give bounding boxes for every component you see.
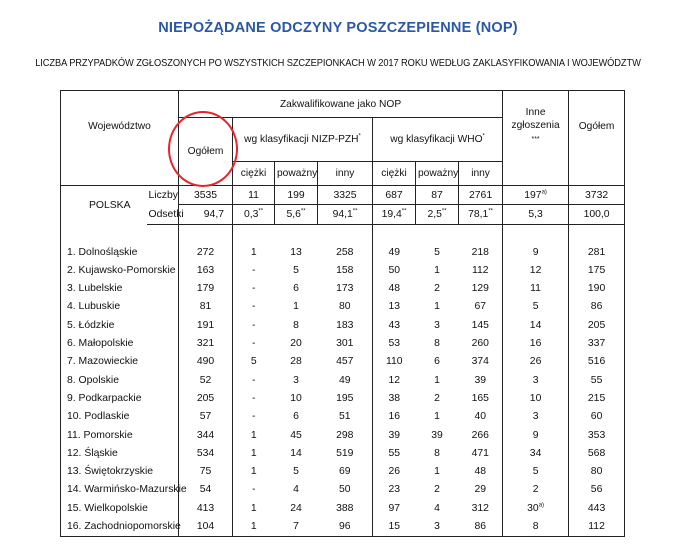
cell-value: 471 — [459, 444, 503, 462]
cell-value: - — [252, 338, 256, 350]
footnote-mark: a) — [538, 502, 545, 509]
cell-value: 281 — [569, 243, 625, 261]
cell-value: 337 — [569, 334, 625, 352]
cell-value: 516 — [569, 353, 625, 371]
table-row — [61, 462, 625, 480]
cell-value: 165 — [459, 389, 503, 407]
v: 19,4 — [381, 208, 402, 220]
cell-value: 39 — [459, 371, 503, 389]
polska-odsetki-nizp-powazny — [275, 205, 318, 224]
region-name: 13. Świętokrzyskie — [61, 462, 179, 480]
header-nizp-ciezki: ciężki — [233, 161, 275, 186]
region-name: 12. Śląskie — [61, 444, 179, 462]
region-name: 7. Mazowieckie — [61, 353, 179, 371]
cell-value: 49 — [318, 371, 373, 389]
header-who-powazny: poważny — [416, 161, 459, 186]
s: ** — [352, 208, 358, 215]
header-who-label: wg klasyfikacji WHO — [390, 133, 483, 145]
cell-value: - — [252, 283, 256, 295]
cell-value: 69 — [318, 462, 373, 480]
cell-value: 50 — [318, 481, 373, 499]
cell-value: 3 — [503, 371, 569, 389]
cell-value: 51 — [318, 408, 373, 426]
cell-value: 173 — [318, 279, 373, 297]
cell-value: 413 — [179, 499, 233, 517]
cell-value: 205 — [569, 316, 625, 334]
cell-value: 353 — [569, 426, 625, 444]
cell-value: 54 — [179, 481, 233, 499]
table-row — [61, 389, 625, 407]
cell-value: 52 — [179, 371, 233, 389]
header-nizp-inny: inny — [318, 161, 373, 186]
cell-value: 16 — [388, 411, 401, 423]
v: 5,6 — [286, 208, 301, 220]
cell-value: 3 — [503, 408, 569, 426]
polska-liczby-who-powazny: 87 — [416, 186, 459, 205]
cell-value: 14 — [503, 316, 569, 334]
cell-value: 75 — [179, 462, 233, 480]
header-who-star: * — [482, 133, 485, 140]
cell-value: 86 — [569, 298, 625, 316]
table-row — [61, 426, 625, 444]
header-zakwalifikowane: Zakwalifikowane jako NOP — [179, 91, 503, 118]
header-empty-2 — [503, 161, 569, 186]
nop-table — [60, 90, 625, 537]
document-title: NIEPOŻĄDANE ODCZYNY POSZCZEPIENNE (NOP) — [158, 20, 518, 36]
cell-value: 1 — [250, 246, 257, 258]
cell-value: 6 — [434, 356, 440, 368]
spacer-cell — [569, 224, 625, 243]
table-row — [61, 334, 625, 352]
polska-odsetki-who-ciezki — [373, 205, 416, 224]
cell-value: - — [252, 392, 256, 404]
cell-value: 112 — [459, 261, 503, 279]
cell-value: 49 — [388, 246, 401, 258]
cell-value: 260 — [459, 334, 503, 352]
cell-value: 190 — [569, 279, 625, 297]
polska-liczby-nizp-ciezki: 11 — [233, 186, 275, 205]
cell-value: 5 — [434, 246, 440, 258]
document-subtitle: LICZBA PRZYPADKÓW ZGŁOSZONYCH PO WSZYSTKICH SZCZEPIONKACH W 2017 ROKU WEDŁUG ZAKLASYFIKOWANIA I WOJEWÓDZTW — [35, 58, 641, 69]
s: ** — [258, 208, 264, 215]
cell-value: 1 — [293, 301, 299, 313]
table-row — [61, 316, 625, 334]
cell-value: 1 — [250, 447, 257, 459]
header-nizp — [233, 118, 373, 162]
s: ** — [441, 208, 447, 215]
cell-value: 490 — [179, 353, 233, 371]
cell-value: 12 — [503, 261, 569, 279]
cell-value: 1 — [250, 429, 257, 441]
cell-value: 258 — [318, 243, 373, 261]
cell-value: 3 — [293, 374, 299, 386]
header-ogolem: Ogółem — [179, 118, 233, 186]
cell-value: - — [252, 484, 256, 496]
cell-value: 11 — [503, 279, 569, 297]
cell-value: 60 — [569, 408, 625, 426]
cell-value: 104 — [179, 517, 233, 536]
cell-value: - — [252, 301, 256, 313]
polska-liczby-ogolem: 3535 — [179, 186, 233, 205]
cell-value: 2 — [503, 481, 569, 499]
region-name: 5. Łódzkie — [61, 316, 179, 334]
cell-value: 443 — [569, 499, 625, 517]
s: ** — [488, 208, 493, 215]
odsetki-label: Odsetki — [147, 205, 179, 224]
cell-value: 50 — [388, 264, 401, 276]
region-name: 15. Wielkopolskie — [61, 499, 179, 517]
cell-value: 1 — [434, 374, 440, 386]
table-row — [61, 517, 625, 536]
polska-label: POLSKA — [61, 186, 147, 225]
cell-value: 163 — [179, 261, 233, 279]
header-who-ciezki: ciężki — [373, 161, 416, 186]
cell-value: 56 — [569, 481, 625, 499]
table-row — [61, 371, 625, 389]
cell-value: 20 — [290, 338, 302, 350]
cell-value: 5 — [250, 356, 257, 368]
header-inne-zgloszenia — [503, 91, 569, 162]
region-name: 11. Pomorskie — [61, 426, 179, 444]
header-wojewodztwo: Województwo — [61, 91, 179, 162]
polska-odsetki-who-inny — [459, 205, 503, 224]
cell-value: 48 — [388, 283, 401, 295]
table-row — [61, 243, 625, 261]
cell-value: 55 — [388, 447, 401, 459]
polska-odsetki-nizp-inny — [318, 205, 373, 224]
table-body — [61, 91, 625, 537]
cell-value: 5 — [503, 462, 569, 480]
cell-value: - — [252, 374, 256, 386]
polska-liczby-nizp-inny: 3325 — [318, 186, 373, 205]
cell-value: 10 — [503, 389, 569, 407]
polska-liczby-who-ciezki: 687 — [373, 186, 416, 205]
cell-value: 13 — [388, 301, 401, 313]
cell-value: 215 — [569, 389, 625, 407]
cell-value: 2 — [434, 392, 440, 404]
cell-value: 2 — [434, 484, 440, 496]
cell-value: 12 — [388, 374, 401, 386]
cell-value: 97 — [388, 502, 401, 514]
region-name: 10. Podlaskie — [61, 408, 179, 426]
cell-value: - — [252, 264, 256, 276]
table-row — [61, 261, 625, 279]
cell-value: 8 — [434, 447, 440, 459]
cell-value: 24 — [290, 502, 302, 514]
spacer-cell — [61, 224, 179, 243]
header-nizp-powazny: poważny — [275, 161, 318, 186]
cell-value: 5 — [293, 264, 299, 276]
cell-value: 568 — [569, 444, 625, 462]
cell-value: 195 — [318, 389, 373, 407]
region-name: 8. Opolskie — [61, 371, 179, 389]
v: 94,1 — [332, 208, 353, 220]
table-row — [61, 353, 625, 371]
cell-value: 4 — [293, 484, 299, 496]
polska-odsetki-nizp-ciezki — [233, 205, 275, 224]
table-row — [61, 499, 625, 517]
v: 78,1 — [468, 208, 489, 220]
header-empty — [61, 161, 179, 186]
polska-liczby-who-inny: 2761 — [459, 186, 503, 205]
region-name: 14. Warmińsko-Mazurskie — [61, 481, 179, 499]
polska-liczby-ogolem2: 3732 — [569, 186, 625, 205]
cell-value: 7 — [275, 517, 318, 536]
cell-value: 45 — [290, 429, 302, 441]
cell-value: 534 — [179, 444, 233, 462]
spacer-cell — [373, 224, 503, 243]
cell-value: 9 — [503, 426, 569, 444]
cell-value: 8 — [434, 338, 440, 350]
cell-value: 519 — [318, 444, 373, 462]
cell-value: 191 — [179, 316, 233, 334]
cell-value: 3 — [416, 517, 459, 536]
header-inne-stars: *** — [531, 136, 540, 143]
cell-value: 205 — [179, 389, 233, 407]
cell-value: 39 — [431, 429, 443, 441]
cell-value: 266 — [459, 426, 503, 444]
table-row — [61, 444, 625, 462]
cell-value: 301 — [318, 334, 373, 352]
header-row-3 — [61, 161, 625, 186]
table-row — [61, 279, 625, 297]
region-name: 16. Zachodniopomorskie — [61, 517, 179, 536]
cell-value: 48 — [459, 462, 503, 480]
cell-value: 179 — [179, 279, 233, 297]
cell-value: 86 — [459, 517, 503, 536]
cell-value: 13 — [290, 246, 302, 258]
spacer-cell — [179, 224, 233, 243]
cell-value: 9 — [503, 243, 569, 261]
v: 0,3 — [243, 208, 259, 220]
header-empty-3 — [569, 161, 625, 186]
cell-value: 183 — [318, 316, 373, 334]
region-name: 2. Kujawsko-Pomorskie — [61, 261, 179, 279]
cell-value: - — [252, 319, 256, 331]
cell-value: 28 — [290, 356, 302, 368]
cell-value: 8 — [503, 517, 569, 536]
cell-value: 81 — [179, 298, 233, 316]
polska-liczby-inne-val: 197 — [524, 189, 542, 201]
cell-value: 1 — [434, 411, 440, 423]
cell-value — [503, 499, 569, 517]
cell-value: 5 — [293, 466, 299, 478]
cell-value: 3 — [434, 319, 440, 331]
spacer-cell — [233, 224, 373, 243]
polska-odsetki-ogolem2: 100,0 — [569, 205, 625, 224]
cell-value: 6 — [293, 283, 299, 295]
cell-value: 43 — [388, 319, 401, 331]
cell-value: 14 — [290, 447, 302, 459]
s: ** — [401, 208, 407, 215]
cell-value: 112 — [569, 517, 625, 536]
s: ** — [300, 208, 306, 215]
polska-liczby-inne-sup: a) — [541, 189, 547, 196]
region-name: 3. Lubelskie — [61, 279, 179, 297]
cell-value: 298 — [318, 426, 373, 444]
cell-text: 30 — [527, 502, 539, 514]
cell-value: 40 — [459, 408, 503, 426]
cell-value: 38 — [388, 392, 401, 404]
cell-value: 2 — [434, 283, 440, 295]
cell-value: 218 — [459, 243, 503, 261]
cell-value: 312 — [459, 499, 503, 517]
cell-value: 374 — [459, 353, 503, 371]
table-row — [61, 481, 625, 499]
cell-value: 1 — [434, 466, 440, 478]
header-ogolem-total: Ogółem — [569, 91, 625, 162]
header-who-inny: inny — [459, 161, 503, 186]
cell-value: 110 — [385, 356, 403, 368]
cell-value: 1 — [434, 301, 440, 313]
header-who — [373, 118, 503, 162]
cell-value: 15 — [373, 517, 416, 536]
cell-value: 26 — [388, 466, 401, 478]
cell-value: 5 — [503, 298, 569, 316]
cell-value: 1 — [434, 264, 440, 276]
cell-value: 53 — [388, 338, 401, 350]
cell-value: 6 — [293, 411, 299, 423]
spacer-row — [61, 224, 625, 243]
table-row — [61, 408, 625, 426]
header-row-1 — [61, 91, 625, 118]
cell-value: 23 — [388, 484, 401, 496]
liczby-label: Liczby — [147, 186, 179, 205]
cell-value: 321 — [179, 334, 233, 352]
region-name: 4. Lubuskie — [61, 298, 179, 316]
spacer-cell — [503, 224, 569, 243]
polska-liczby-row — [61, 186, 625, 205]
cell-value: 10 — [290, 392, 302, 404]
cell-value: 80 — [569, 462, 625, 480]
cell-value: 4 — [434, 502, 440, 514]
cell-value: 344 — [179, 426, 233, 444]
cell-value: 145 — [459, 316, 503, 334]
cell-value: 39 — [388, 429, 401, 441]
v: 2,5 — [427, 208, 442, 220]
cell-value: 175 — [569, 261, 625, 279]
cell-value: 67 — [459, 298, 503, 316]
cell-value: 8 — [293, 319, 299, 331]
cell-value: 96 — [318, 517, 373, 536]
table-row — [61, 298, 625, 316]
cell-value: 57 — [179, 408, 233, 426]
cell-value: 1 — [250, 466, 257, 478]
cell-value: 26 — [503, 353, 569, 371]
cell-value: 1 — [250, 502, 257, 514]
polska-liczby-nizp-powazny: 199 — [275, 186, 318, 205]
region-name: 9. Podkarpackie — [61, 389, 179, 407]
cell-value: 1 — [233, 517, 275, 536]
cell-value: - — [252, 411, 256, 423]
region-name: 1. Dolnośląskie — [61, 243, 179, 261]
cell-value: 29 — [459, 481, 503, 499]
region-name: 6. Małopolskie — [61, 334, 179, 352]
cell-value: 158 — [318, 261, 373, 279]
cell-value: 457 — [318, 353, 373, 371]
header-nizp-label: wg klasyfikacji NIZP-PZH — [244, 133, 359, 145]
cell-value: 34 — [503, 444, 569, 462]
cell-value: 80 — [318, 298, 373, 316]
cell-value: 129 — [459, 279, 503, 297]
cell-value: 272 — [179, 243, 233, 261]
cell-value: 55 — [569, 371, 625, 389]
cell-value: 388 — [318, 499, 373, 517]
polska-odsetki-who-powazny — [416, 205, 459, 224]
cell-value: 16 — [503, 334, 569, 352]
polska-odsetki-inne: 5,3 — [503, 205, 569, 224]
polska-odsetki-ogolem: 94,7 — [179, 205, 233, 224]
polska-liczby-inne — [503, 186, 569, 205]
header-inne-label: Inne zgłoszenia — [511, 107, 560, 131]
header-nizp-star: * — [358, 133, 361, 140]
